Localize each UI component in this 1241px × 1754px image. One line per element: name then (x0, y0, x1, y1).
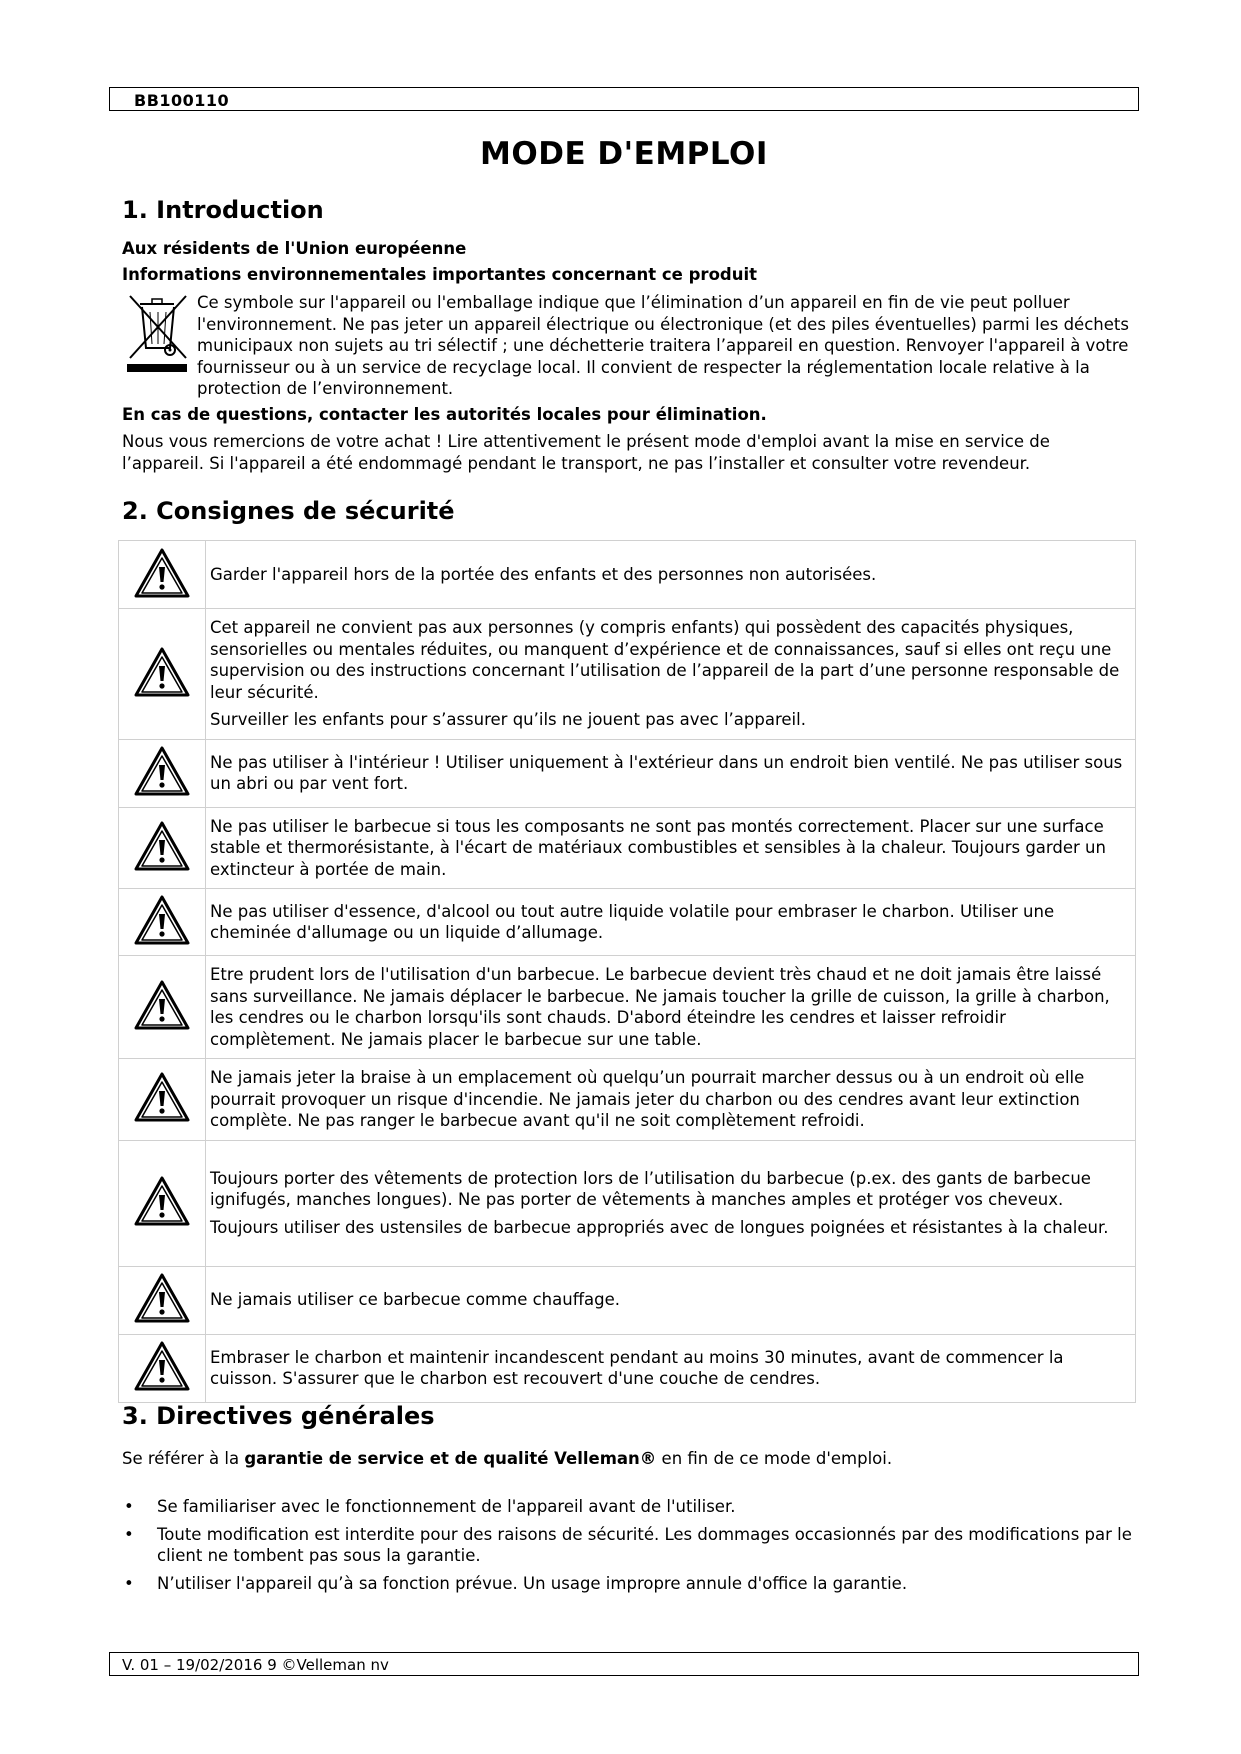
guidelines-list (122, 1496, 1132, 1600)
safety-row (119, 609, 1136, 740)
warranty-text-post: en fin de ce mode d'emploi. (656, 1449, 893, 1468)
warning-icon (119, 609, 206, 740)
warning-icon (119, 1266, 206, 1334)
bullet-icon: • (124, 1524, 134, 1544)
safety-row (119, 807, 1136, 889)
section-3-heading: 3. Directives générales (122, 1402, 435, 1430)
warning-icon (119, 1059, 206, 1141)
model-number: BB100110 (134, 91, 230, 110)
list-item-text: Toute modification est interdite pour des raisons de sécurité. Les dommages occasionnés par des modifications par le client ne tombent pas sous la garantie. (157, 1524, 1132, 1565)
warning-icon (119, 1140, 206, 1266)
safety-text: Surveiller les enfants pour s’assurer qu’ils ne jouent pas avec l’appareil. (210, 710, 806, 729)
safety-row (119, 1334, 1136, 1402)
list-item-text: N’utiliser l'appareil qu’à sa fonction prévue. Un usage impropre annule d'office la garantie. (157, 1573, 908, 1593)
safety-text: Garder l'appareil hors de la portée des enfants et des personnes non autorisées. (210, 564, 877, 584)
safety-text: Embraser le charbon et maintenir incandescent pendant au moins 30 minutes, avant de commencer la cuisson. S'assurer que le charbon est recouvert d'une couche de cendres. (210, 1347, 1064, 1388)
safety-text: Ne jamais jeter la braise à un emplacement où quelqu’un pourrait marcher dessus ou à un endroit où elle pourrait provoquer un risque d'incendie. Ne jamais jeter du charbon ou des cendres avant leur extinction complète. Ne pas ranger le barbecue avant qu'il ne soit complètement refroidi. (210, 1068, 1085, 1130)
environment-info-heading: Informations environnementales importantes concernant ce produit (122, 265, 758, 284)
safety-row (119, 889, 1136, 956)
warning-icon (119, 807, 206, 889)
bullet-icon: • (124, 1497, 134, 1516)
warranty-reference (122, 1448, 1132, 1470)
safety-text: Ne pas utiliser le barbecue si tous les composants ne sont pas montés correctement. Placer sur une surface stable et thermorésistante, à l'écart de matériaux combustibles et sensibles à la chaleur. Toujours garder un extincteur à portée de main. (210, 816, 1106, 879)
warranty-text-bold: garantie de service et de qualité Velleman® (244, 1449, 657, 1468)
safety-text: Ne jamais utiliser ce barbecue comme chauffage. (210, 1290, 621, 1310)
safety-row (119, 739, 1136, 807)
safety-text: Ne pas utiliser à l'intérieur ! Utiliser uniquement à l'extérieur dans un endroit bien ventilé. Ne pas utiliser sous un abri ou par vent fort. (210, 752, 1123, 793)
safety-row (119, 541, 1136, 609)
bullet-icon: • (124, 1573, 134, 1593)
footer-text: V. 01 – 19/02/2016 9 ©Velleman nv (122, 1656, 389, 1674)
safety-text: Cet appareil ne convient pas aux personnes (y compris enfants) qui possèdent des capacités physiques, sensorielles ou mentales réduites, ou manquent d’expérience et de connaissances, sauf si elles ont reçu une supervision ou des instructions concernant l’utilisation de l’appareil de la part d’une personne responsable de leur sécurité. (210, 618, 1120, 702)
thanks-paragraph: Nous vous remercions de votre achat ! Lire attentivement le présent mode d'emploi avant la mise en service de l’appareil. Si l'appareil a été endommagé pendant le transport, ne pas l’installer et consulter votre revendeur. (122, 432, 1050, 473)
warning-icon (119, 739, 206, 807)
weee-bin-icon (122, 292, 197, 372)
header-box (109, 87, 1139, 111)
safety-row (119, 1059, 1136, 1141)
warning-icon (119, 889, 206, 956)
safety-row (119, 956, 1136, 1059)
safety-text: Toujours utiliser des ustensiles de barbecue appropriés avec de longues poignées et résistantes à la chaleur. (210, 1217, 1109, 1237)
warranty-text-pre: Se référer à la (122, 1449, 245, 1468)
safety-text: Ne pas utiliser d'essence, d'alcool ou tout autre liquide volatile pour embraser le charbon. Utiliser une cheminée d'allumage ou un liquide d’allumage. (210, 901, 1055, 942)
warning-icon (119, 956, 206, 1059)
list-item (122, 1496, 1132, 1518)
list-item-text: Se familiariser avec le fonctionnement de l'appareil avant de l'utiliser. (157, 1497, 736, 1516)
safety-text: Toujours porter des vêtements de protection lors de l’utilisation du barbecue (p.ex. des gants de barbecue ignifugés, manches longues). Ne pas porter de vêtements à manches amples et protéger vos cheveux. (210, 1168, 1091, 1210)
contact-authorities-text: En cas de questions, contacter les autorités locales pour élimination. (122, 405, 767, 424)
warning-icon (119, 541, 206, 609)
safety-row (119, 1266, 1136, 1334)
safety-row (119, 1140, 1136, 1266)
section-2-heading: 2. Consignes de sécurité (122, 497, 455, 525)
section-1-heading: 1. Introduction (122, 196, 324, 224)
page-title: MODE D'EMPLOI (480, 136, 768, 172)
warning-icon (119, 1334, 206, 1402)
safety-table (118, 540, 1136, 1403)
footer-box (109, 1652, 1139, 1676)
list-item (122, 1573, 1132, 1595)
list-item (122, 1524, 1132, 1567)
safety-text: Etre prudent lors de l'utilisation d'un barbecue. Le barbecue devient très chaud et ne doit jamais être laissé sans surveillance. Ne jamais déplacer le barbecue. Ne jamais toucher la grille de cuisson, la grille à charbon, les cendres ou le charbon lorsqu'ils sont chauds. D'abord éteindre les cendres et laisser refroidir complètement. Ne jamais placer le barbecue sur une table. (210, 965, 1110, 1049)
weee-text: Ce symbole sur l'appareil ou l'emballage indique que l’élimination d’un appareil en fin de vie peut polluer l'environnement. Ne pas jeter un appareil électrique ou électronique (et des piles éventuelles) parmi les déchets municipaux non sujets au tri sélectif ; une déchetterie traitera l’appareil en question. Renvoyer l'appareil à votre fournisseur ou à un service de recyclage local. Il convient de respecter la réglementation locale relative à la protection de l’environnement. (197, 293, 1129, 398)
eu-residents-heading: Aux résidents de l'Union européenne (122, 239, 467, 258)
